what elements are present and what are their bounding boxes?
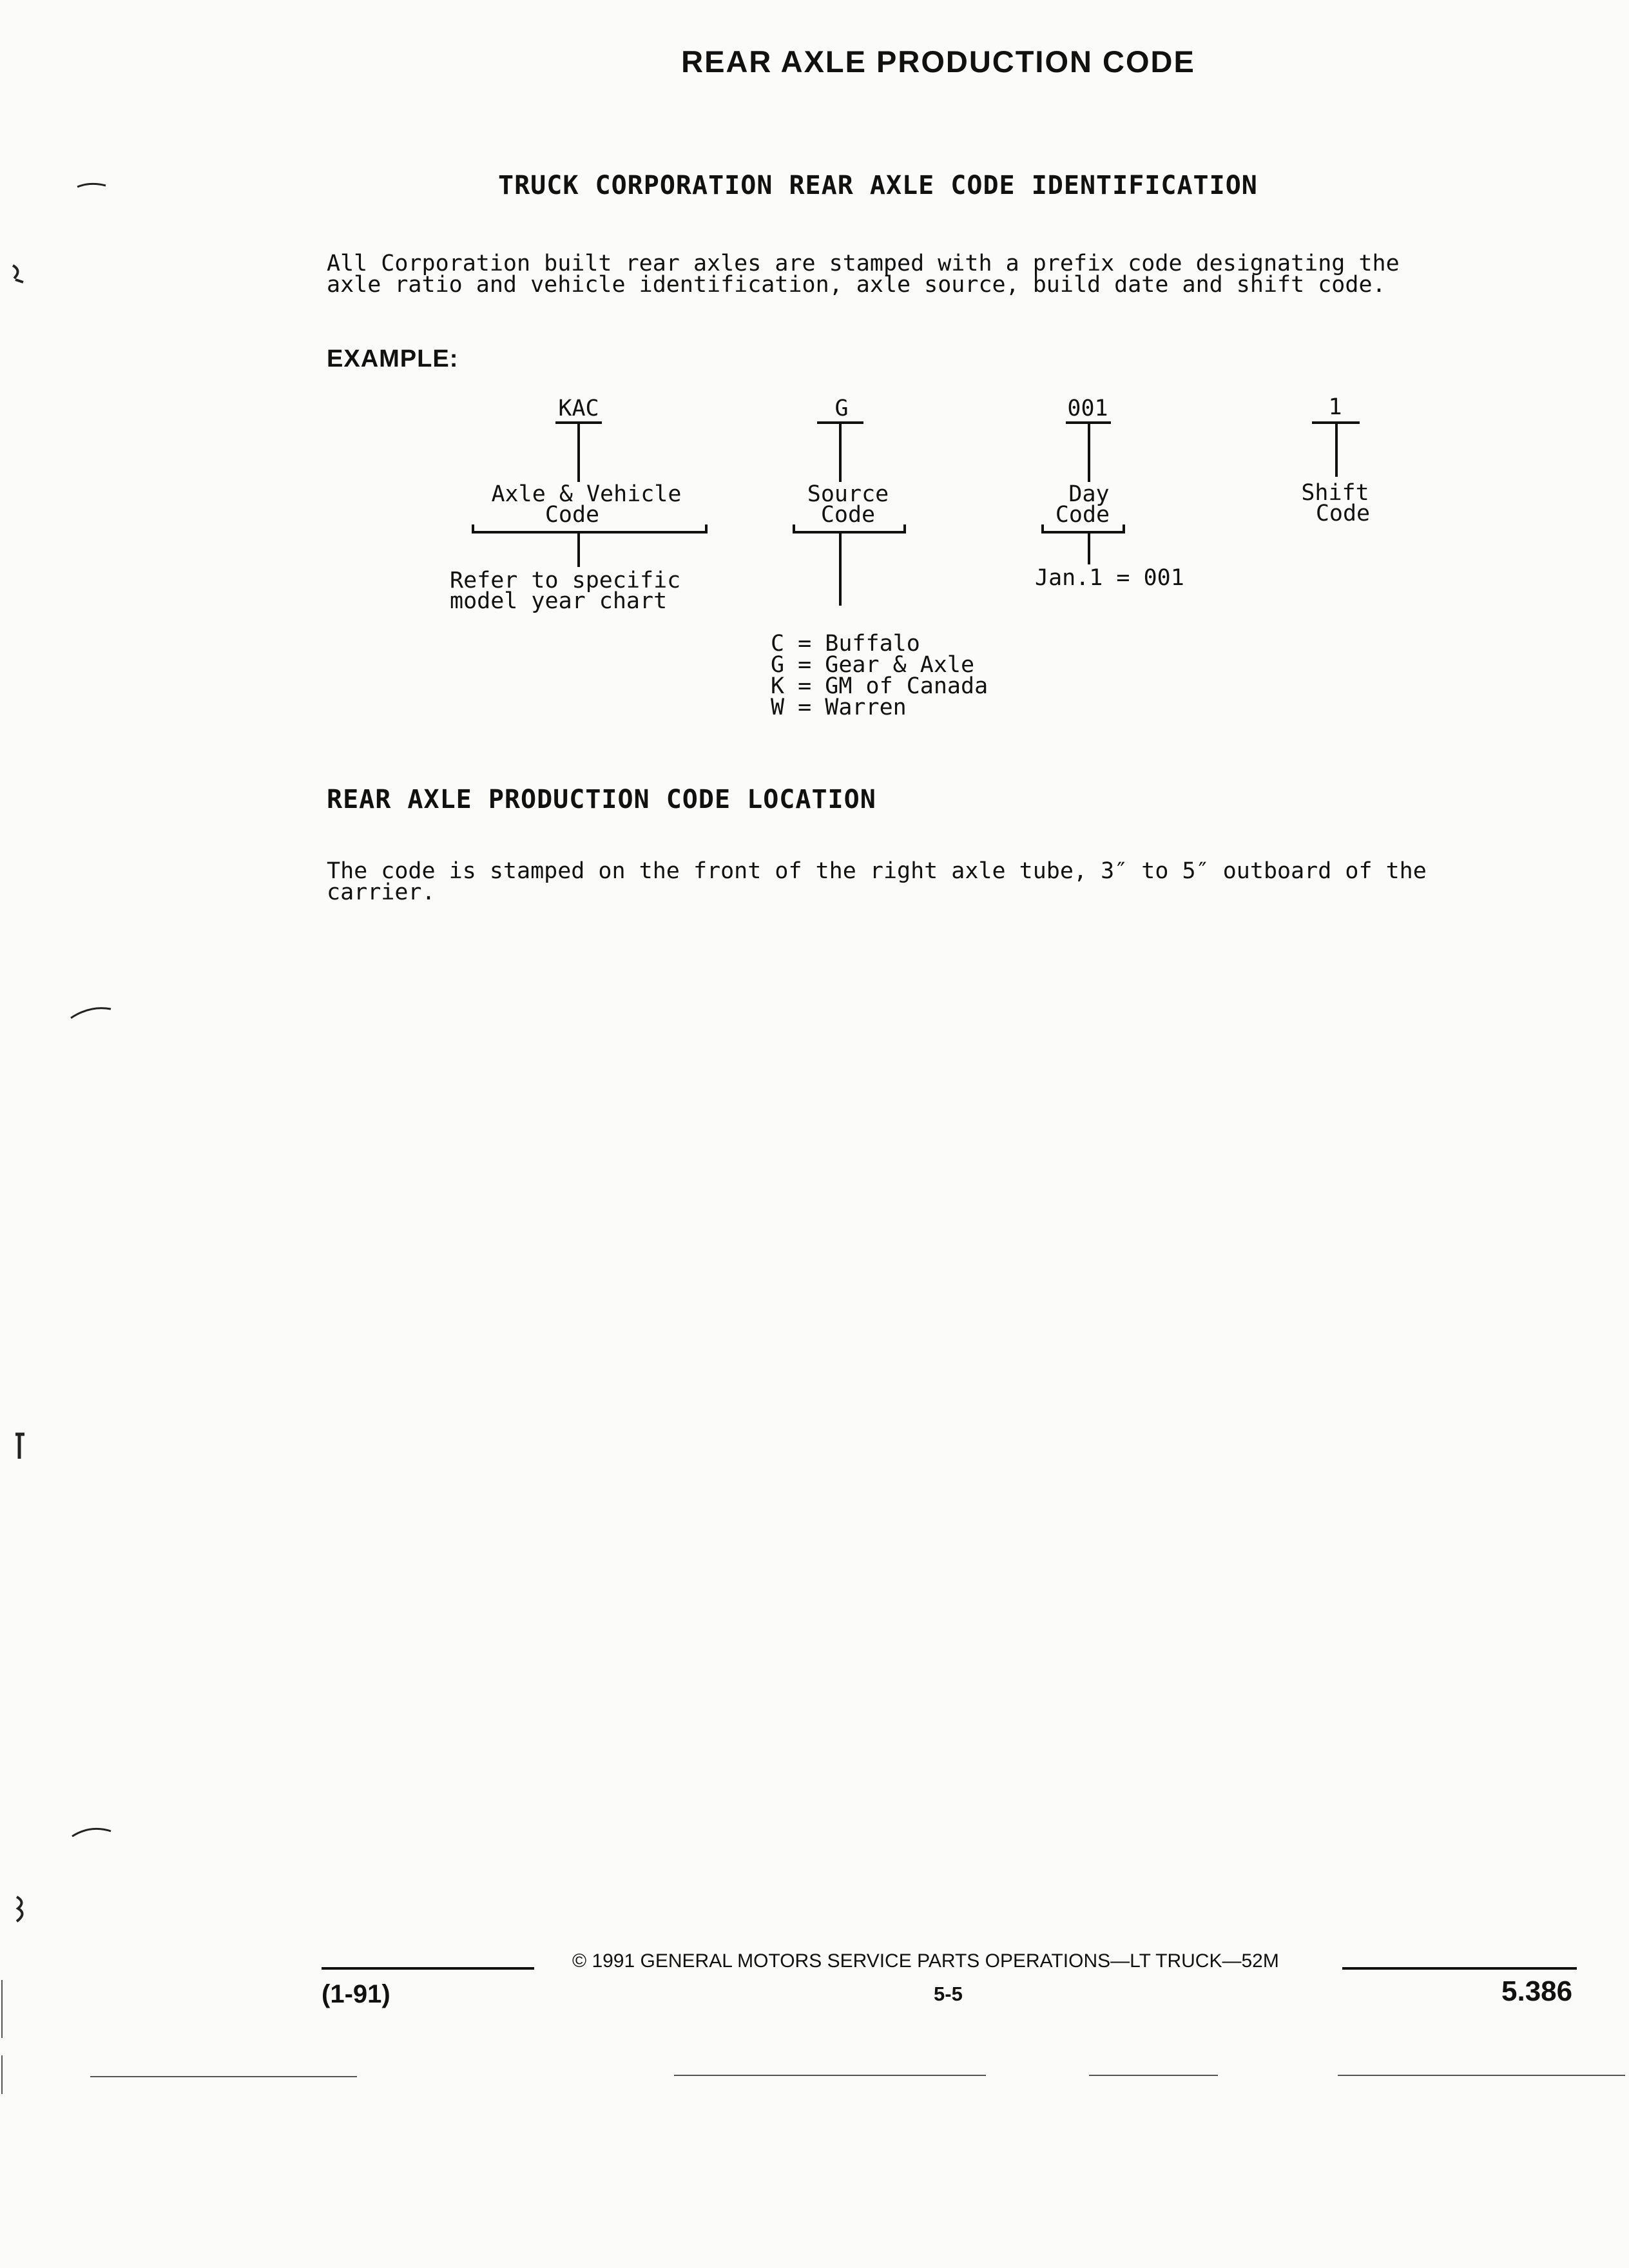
source-gear-axle: G = Gear & Axle (771, 652, 975, 678)
footer-section-number: 5-5 (934, 1983, 963, 2005)
footer-page-number: 5.386 (1501, 1975, 1573, 2007)
label-day-line1: Day (1068, 481, 1110, 507)
page-title: REAR AXLE PRODUCTION CODE (681, 44, 1195, 79)
binder-mark-2 (71, 1008, 111, 1018)
code-g: G (834, 396, 849, 421)
location-paragraph (327, 858, 1427, 905)
edge-glyph-2 (15, 1434, 24, 1459)
label-shift-line1: Shift (1301, 480, 1369, 506)
label-axle-vehicle-line1: Axle & Vehicle (491, 481, 682, 507)
scan-line-3 (1089, 2075, 1218, 2076)
intro-line-1: All Corporation built rear axles are stamped with a prefix code designating the (327, 251, 1400, 276)
section-subtitle: TRUCK CORPORATION REAR AXLE CODE IDENTIFICATION (498, 171, 1258, 200)
label-shift-line2: Code (1315, 501, 1371, 526)
label-day-line2: Code (1055, 502, 1110, 528)
source-warren: W = Warren (771, 695, 907, 720)
note-jan1: Jan.1 = 001 (1035, 565, 1184, 591)
footer-date-code: (1-91) (322, 1980, 390, 2008)
label-source-line1: Source (807, 481, 889, 507)
note-refer-line1: Refer to specific (450, 568, 681, 593)
footer-rule-left (322, 1967, 534, 1970)
example-label: EXAMPLE: (327, 345, 459, 372)
code-kac: KAC (558, 396, 599, 421)
binder-hole-marks (0, 0, 129, 1933)
binder-mark-1 (77, 184, 106, 187)
footer-rule-right (1342, 1967, 1577, 1970)
edge-glyph-1 (13, 265, 23, 282)
location-line-1: The code is stamped on the front of the right axle tube, 3″ to 5″ outboard of the (327, 858, 1427, 884)
source-buffalo: C = Buffalo (771, 631, 920, 657)
scan-edge-mark-2 (1, 2055, 3, 2094)
code-001: 001 (1067, 396, 1108, 421)
scan-line-2 (674, 2075, 986, 2076)
code-shift-1: 1 (1328, 394, 1342, 420)
binder-mark-3 (72, 1829, 111, 1836)
note-refer-line2: model year chart (450, 588, 668, 614)
footer-copyright: © 1991 GENERAL MOTORS SERVICE PARTS OPERATIONS—LT TRUCK—52M (572, 1950, 1279, 1972)
location-heading: REAR AXLE PRODUCTION CODE LOCATION (327, 785, 876, 814)
scan-line-4 (1338, 2075, 1625, 2076)
scan-edge-mark-1 (1, 1980, 3, 2038)
edge-glyph-3 (17, 1897, 23, 1921)
code-diagram (0, 0, 1629, 747)
source-gm-canada: K = GM of Canada (771, 673, 988, 699)
label-source-line2: Code (820, 502, 876, 528)
intro-line-2: axle ratio and vehicle identification, axle source, build date and shift code. (327, 272, 1386, 298)
location-line-2: carrier. (327, 879, 436, 905)
scan-line-1 (90, 2076, 357, 2077)
label-axle-vehicle-line2: Code (545, 502, 600, 528)
